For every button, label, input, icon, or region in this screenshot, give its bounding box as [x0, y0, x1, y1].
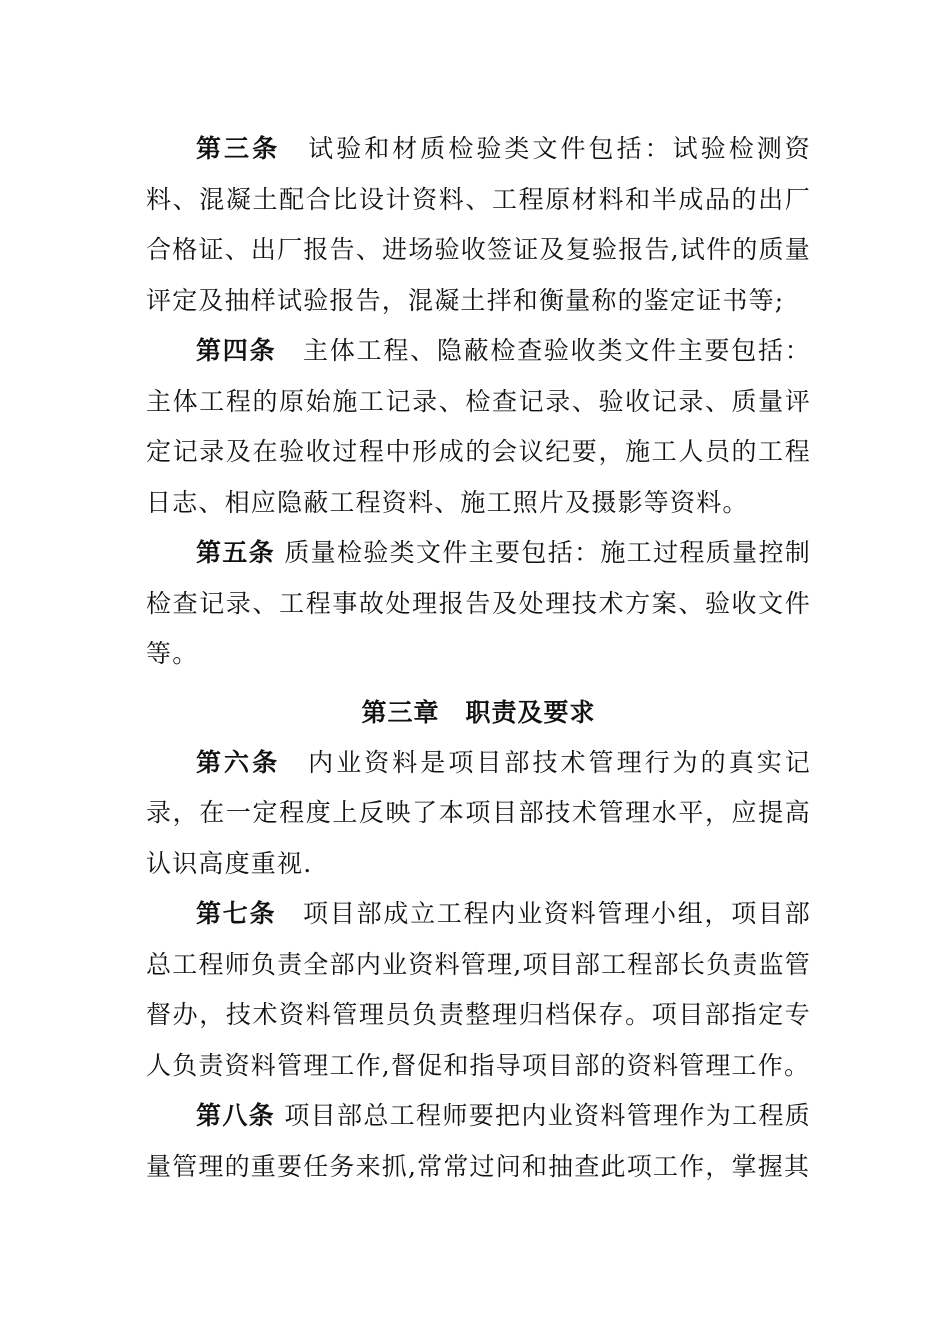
article-8 — [146, 1091, 811, 1192]
article-4 — [146, 326, 811, 528]
article-5 — [146, 528, 811, 680]
article-3-number: 第三条 — [196, 134, 281, 163]
article-7 — [146, 889, 811, 1091]
article-5-number: 第五条 — [196, 538, 276, 567]
article-8-number: 第八条 — [196, 1101, 276, 1130]
article-4-text: 主体工程、隐蔽检查验收类文件主要包括：主体工程的原始施工记录、检查记录、验收记录、质量评定记录及在验收过程中形成的会议纪要，施工人员的工程日志、相应隐蔽工程资料、施工照片及摄影等资料。 — [146, 336, 811, 517]
chapter-heading: 第三章 职责及要求 — [361, 697, 596, 727]
article-6-text: 内业资料是项目部技术管理行为的真实记录，在一定程度上反映了本项目部技术管理水平，应提高认识高度重视. — [146, 747, 811, 878]
article-4-number: 第四条 — [196, 336, 277, 365]
article-3 — [146, 124, 811, 326]
document-body — [146, 124, 811, 1192]
article-6 — [146, 738, 811, 890]
article-7-number: 第七条 — [196, 899, 277, 928]
article-6-number: 第六条 — [196, 747, 281, 777]
article-3-text: 试验和材质检验类文件包括：试验检测资料、混凝土配合比设计资料、工程原材料和半成品的出厂合格证、出厂报告、进场验收签证及复验报告,试件的质量评定及抽样试验报告，混凝土拌和衡量称的鉴定证书等; — [146, 134, 811, 315]
article-5-text: 质量检验类文件主要包括：施工过程质量控制检查记录、工程事故处理报告及处理技术方案、验收文件等。 — [146, 538, 811, 668]
article-8-text: 项目部总工程师要把内业资料管理作为工程质量管理的重要任务来抓,常常过问和抽查此项工作，掌握其 — [146, 1101, 811, 1181]
article-7-text: 项目部成立工程内业资料管理小组，项目部总工程师负责全部内业资料管理,项目部工程部长负责监管督办，技术资料管理员负责整理归档保存。项目部指定专人负责资料管理工作,督促和指导项目部的资料管理工作。 — [146, 899, 811, 1080]
